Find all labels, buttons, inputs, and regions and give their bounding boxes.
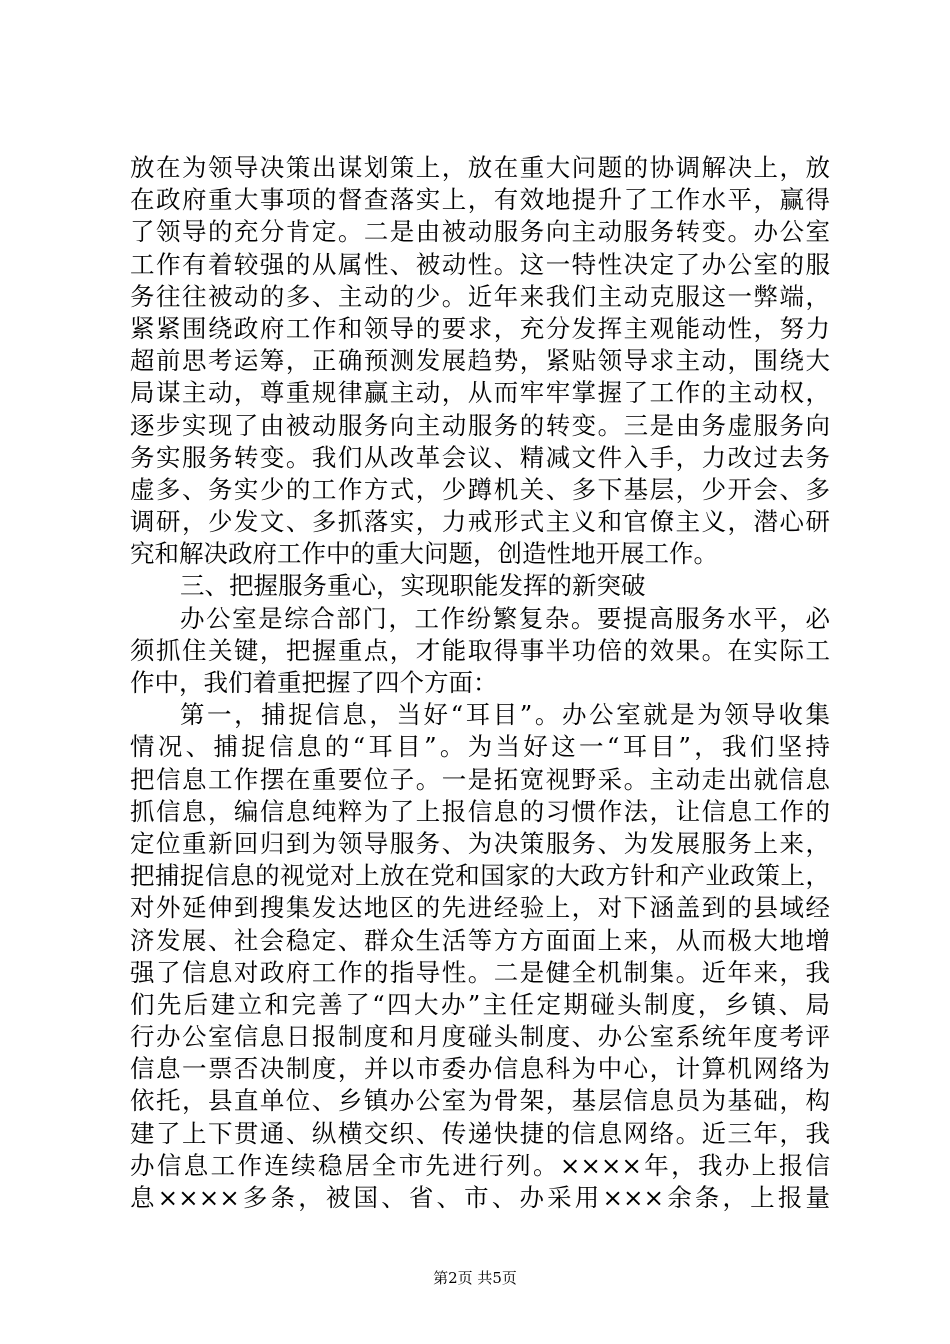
text-line: 情况、捕捉信息的“耳目”。为当好这一“耳目”，我们坚持 — [130, 732, 830, 762]
text-line: 办公室是综合部门，工作纷繁复杂。要提高服务水平，必 — [180, 603, 830, 633]
text-line: 济发展、社会稳定、群众生活等方方面面上来，从而极大地增 — [130, 925, 830, 955]
text-line: 三、把握服务重心，实现职能发挥的新突破 — [180, 571, 646, 601]
text-line: 信息一票否决制度，并以市委办信息科为中心，计算机网络为 — [130, 1054, 830, 1084]
text-line: 务实服务转变。我们从改革会议、精减文件入手，力改过去务 — [130, 442, 830, 472]
text-line: 息××××多条，被国、省、市、办采用×××余条，上报量 — [130, 1183, 830, 1212]
text-line: 工作有着较强的从属性、被动性。这一特性决定了办公室的服 — [130, 249, 830, 279]
text-line: 依托，县直单位、乡镇办公室为骨架，基层信息员为基础，构 — [130, 1086, 830, 1116]
text-line: 局谋主动，尊重规律赢主动，从而牢牢掌握了工作的主动权， — [130, 378, 830, 408]
text-line: 究和解决政府工作中的重大问题，创造性地开展工作。 — [130, 539, 718, 569]
text-line: 定位重新回归到为领导服务、为决策服务、为发展服务上来， — [130, 828, 830, 858]
text-line: 把捕捉信息的视觉对上放在党和国家的大政方针和产业政策上， — [130, 861, 830, 891]
text-line: 对外延伸到搜集发达地区的先进经验上，对下涵盖到的县域经 — [130, 893, 830, 923]
text-line: 超前思考运筹，正确预测发展趋势，紧贴领导求主动，围绕大 — [130, 346, 830, 376]
text-line: 抓信息，编信息纯粹为了上报信息的习惯作法，让信息工作的 — [130, 796, 830, 826]
text-line: 须抓住关键，把握重点，才能取得事半功倍的效果。在实际工 — [130, 635, 830, 665]
text-line: 们先后建立和完善了“四大办”主任定期碰头制度，乡镇、局 — [130, 989, 830, 1019]
text-line: 把信息工作摆在重要位子。一是拓宽视野采。主动走出就信息 — [130, 764, 830, 794]
text-line: 务往往被动的多、主动的少。近年来我们主动克服这一弊端， — [130, 281, 830, 311]
page-number: 第2页 共5页 — [433, 1269, 517, 1287]
text-line: 第一，捕捉信息，当好“耳目”。办公室就是为领导收集 — [180, 700, 830, 730]
text-line: 了领导的充分肯定。二是由被动服务向主动服务转变。办公室 — [130, 217, 830, 247]
text-line: 作中，我们着重把握了四个方面： — [130, 668, 498, 697]
text-line: 调研，少发文、多抓落实，力戒形式主义和官僚主义，潜心研 — [130, 507, 830, 537]
text-line: 办信息工作连续稳居全市先进行列。××××年，我办上报信 — [130, 1150, 830, 1180]
text-line: 逐步实现了由被动服务向主动服务的转变。三是由务虚服务向 — [130, 410, 830, 440]
text-line: 行办公室信息日报制度和月度碰头制度、办公室系统年度考评 — [130, 1022, 830, 1052]
text-line: 放在为领导决策出谋划策上，放在重大问题的协调解决上，放 — [130, 153, 830, 182]
text-line: 建了上下贯通、纵横交织、传递快捷的信息网络。近三年，我 — [130, 1118, 830, 1148]
text-line: 在政府重大事项的督查落实上，有效地提升了工作水平，赢得 — [130, 185, 830, 215]
text-line: 紧紧围绕政府工作和领导的要求，充分发挥主观能动性，努力 — [130, 313, 830, 343]
page-footer — [0, 1268, 950, 1288]
document-body — [130, 152, 830, 1214]
text-line: 虚多、务实少的工作方式，少蹲机关、多下基层，少开会、多 — [130, 474, 830, 504]
text-line: 强了信息对政府工作的指导性。二是健全机制集。近年来，我 — [130, 957, 830, 987]
